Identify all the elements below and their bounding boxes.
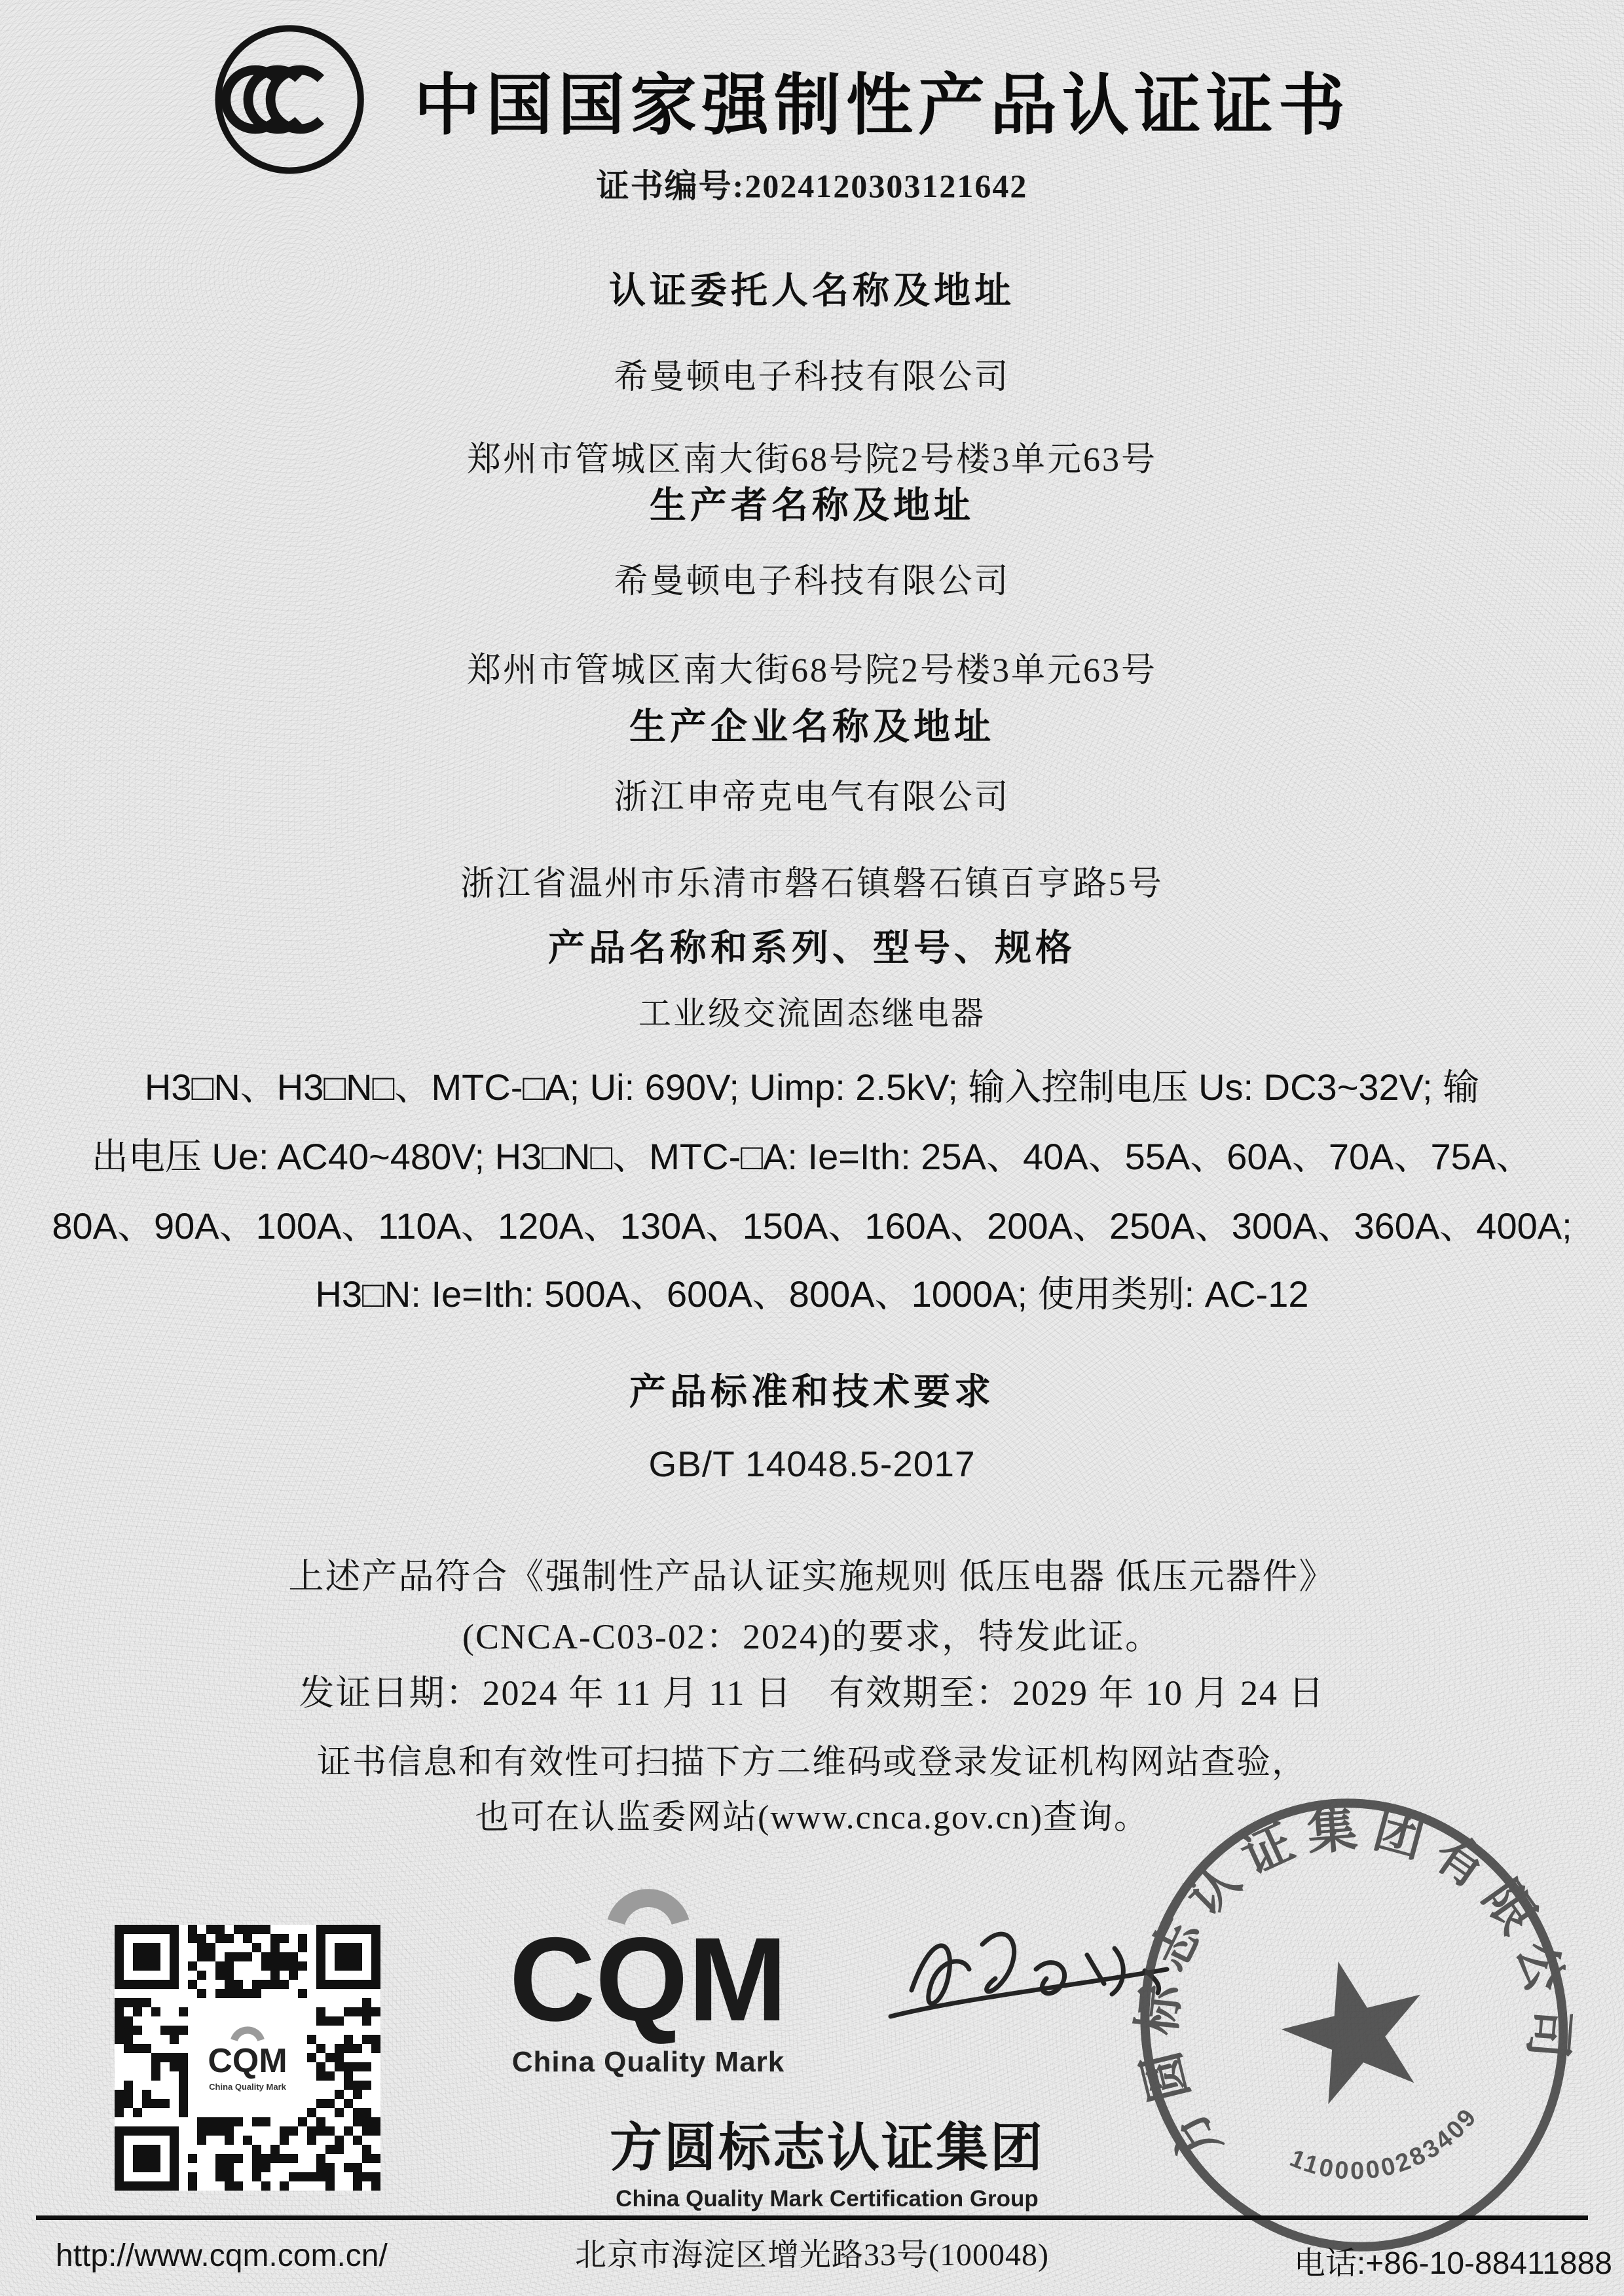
footer-address: 北京市海淀区增光路33号(100048) <box>575 2238 1049 2272</box>
seal-ring-text: 方圆标志认证集团有限公司 <box>1130 1800 1578 2173</box>
cqm-caption: China Quality Mark <box>511 2046 785 2079</box>
standard-heading: 产品标准和技术要求 <box>629 1372 995 1413</box>
qr-code <box>115 1925 380 2191</box>
producer-address: 郑州市管城区南大街68号院2号楼3单元63号 <box>466 652 1157 689</box>
footer-divider <box>36 2215 1588 2220</box>
ccc-mark-icon <box>208 17 376 182</box>
svg-text:1100000283409 <box>1280 2098 1492 2204</box>
footer-website: http://www.cqm.com.cn/ <box>56 2238 388 2273</box>
standard-value: GB/T 14048.5-2017 <box>648 1444 976 1484</box>
product-spec-line-1: H3□N、H3□N□、MTC-□A; Ui: 690V; Uimp: 2.5kV; 输入控制电压 Us: DC3~32V; 输 <box>144 1066 1480 1108</box>
compliance-line-1: 上述产品符合《强制性产品认证实施规则 低压电器 低压元器件》 <box>288 1557 1336 1596</box>
factory-heading: 生产企业名称及地址 <box>629 707 995 748</box>
certificate-title: 中国国家强制性产品认证证书 <box>414 69 1350 143</box>
product-spec-line-2: 出电压 Ue: AC40~480V; H3□N□、MTC-□A: Ie=Ith: 25A、40A、55A、60A、70A、75A、 <box>91 1136 1533 1177</box>
applicant-name: 希曼顿电子科技有限公司 <box>614 359 1010 396</box>
verify-note-line-1: 证书信息和有效性可扫描下方二维码或登录发证机构网站查验， <box>316 1744 1307 1781</box>
product-spec-line-4: H3□N: Ie=Ith: 500A、600A、800A、1000A; 使用类别: AC-12 <box>315 1273 1309 1315</box>
seal-star-icon <box>1268 1944 1441 2111</box>
issue-and-expiry-dates: 发证日期：2024 年 11 月 11 日 有效期至：2029 年 10 月 24 日 <box>299 1673 1325 1713</box>
applicant-heading: 认证委托人名称及地址 <box>609 271 1015 312</box>
factory-address: 浙江省温州市乐清市磐石镇磐石镇百亨路5号 <box>460 866 1164 903</box>
applicant-address: 郑州市管城区南大街68号院2号楼3单元63号 <box>466 441 1157 479</box>
seal-serial: 1100000283409 <box>1285 2102 1483 2185</box>
verify-note-line-2: 也可在认监委网站(www.cnca.gov.cn)查询。 <box>475 1799 1149 1836</box>
cqm-wordmark: CQM <box>509 1912 788 2046</box>
certificate-number: 证书编号:2024120303121642 <box>596 168 1028 204</box>
cqm-logo <box>504 1883 792 2079</box>
cqm-crown-icon <box>229 2023 267 2041</box>
footer-phone: 电话:+86-10-88411888 <box>1293 2246 1612 2281</box>
qr-center-logo <box>192 2002 303 2112</box>
qr-cqm-label: CQM <box>208 2041 287 2080</box>
factory-name: 浙江申帝克电气有限公司 <box>614 779 1010 816</box>
product-name: 工业级交流固态继电器 <box>638 995 986 1032</box>
group-name-cn: 方圆标志认证集团 <box>610 2119 1044 2177</box>
producer-heading: 生产者名称及地址 <box>650 486 974 526</box>
group-name-en: China Quality Mark Certification Group <box>616 2186 1039 2212</box>
product-spec-line-3: 80A、90A、100A、110A、120A、130A、150A、160A、200A、250A、300A、360A、400A; <box>52 1205 1572 1247</box>
compliance-line-2: (CNCA-C03-02：2024)的要求，特发此证。 <box>462 1617 1162 1656</box>
qr-cqm-caption: China Quality Mark <box>209 2081 286 2092</box>
producer-name: 希曼顿电子科技有限公司 <box>614 563 1010 600</box>
certification-group <box>585 2105 1069 2212</box>
product-heading: 产品名称和系列、型号、规格 <box>548 928 1076 969</box>
